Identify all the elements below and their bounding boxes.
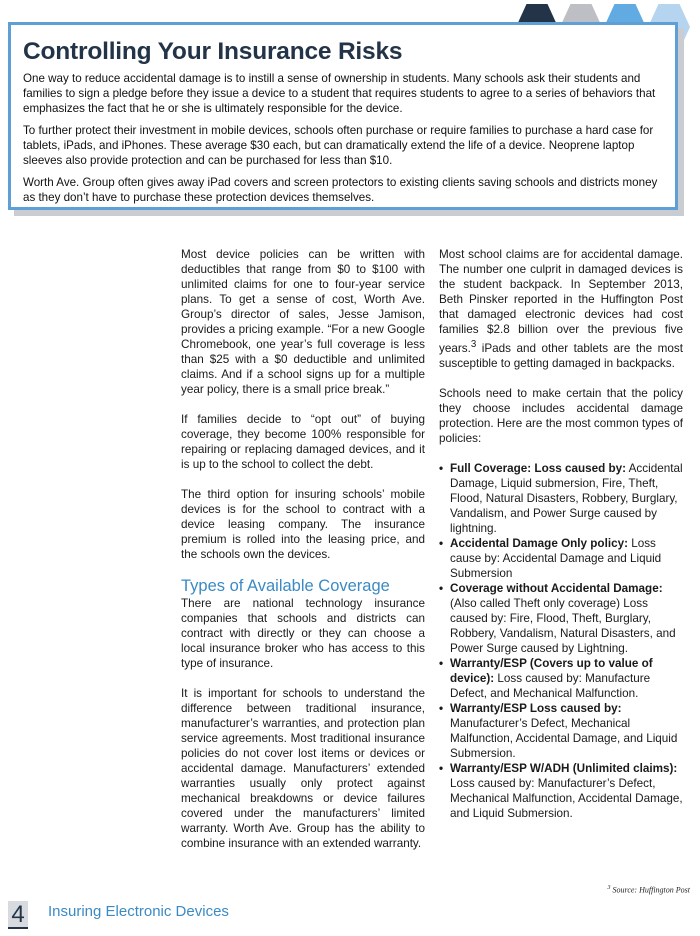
footnote-text: Source: Huffington Post bbox=[610, 885, 690, 895]
list-item-label: Warranty/ESP Loss caused by: bbox=[450, 701, 622, 715]
footnote-ref: 3 bbox=[470, 339, 477, 350]
list-item-text: Manufacturer’s Defect, Mechanical Malfunction, Accidental Damage, and Liquid Submersion. bbox=[450, 716, 678, 760]
left-column bbox=[181, 247, 425, 866]
policy-list bbox=[439, 461, 683, 821]
list-item-label: Coverage without Accidental Damage: bbox=[450, 581, 663, 595]
left-paragraph-2: If families decide to “opt out” of buying coverage, they become 100% responsible for repairing or replacing damaged devices, and it is up to the school to collect the debt. bbox=[181, 413, 425, 471]
list-item-text: Loss caused by: Manufacturer’s Defect, Mechanical Malfunction, Accidental Damage, and Liquid Submersion. bbox=[450, 776, 683, 820]
list-item bbox=[439, 656, 683, 701]
page-number: 4 bbox=[8, 901, 28, 929]
right-paragraph-1-end: iPads and other tablets are the most susceptible to getting damaged in backpacks. bbox=[439, 341, 683, 370]
list-item bbox=[439, 536, 683, 581]
footer-title: Insuring Electronic Devices bbox=[48, 903, 229, 920]
right-paragraph-2: Schools need to make certain that the policy they choose includes accidental damage protection. Here are the most common types of policies: bbox=[439, 386, 683, 445]
list-item-text: Accidental Damage, Liquid submersion, Fire, Theft, Flood, Natural Disasters, Robbery, Burglary, Vandalism, and Power Surge caused by lightning. bbox=[450, 461, 683, 535]
list-item-label: Warranty/ESP W/ADH (Unlimited claims): bbox=[450, 761, 678, 775]
left-paragraph-3: The third option for insuring schools’ mobile devices is for the school to contract with a device leasing company. The insurance premium is rolled into the leasing price, and the schools own the devices. bbox=[181, 488, 425, 561]
section-heading: Types of Available Coverage bbox=[181, 577, 390, 595]
list-item-label: Warranty/ESP (Covers up to value of device): bbox=[450, 656, 653, 685]
list-item-text: Loss cause by: Accidental Damage and Liquid Submersion bbox=[450, 536, 662, 580]
left-paragraph-5: It is important for schools to understand the difference between traditional insurance, manufacturer’s warranties, and protection plan service agreements. Most traditional insurance policies do not cover lost items or devices or accidental damage. Manufacturers’ extended warranties usually only protect against mechanical breakdowns or device failures covered under the manufacturers’ limited warranty. Worth Ave. Group has the ability to combine insurance with an extended warranty. bbox=[181, 687, 425, 850]
sidebar-paragraph-1: One way to reduce accidental damage is to instill a sense of ownership in students. Many schools ask their students and families to sign a pledge before they issue a device to a student that requires students to agree to a series of behaviors that emphasizes the fact that he or she is ultimately responsible for the device. bbox=[23, 72, 656, 115]
left-paragraph-1: Most device policies can be written with deductibles that range from $0 to $100 with unlimited claims for one to four-year service plans. To get a sense of cost, Worth Ave. Group’s director of sales, Jesse Jamison, provides a pricing example. “For a new Google Chromebook, one year’s full coverage is less than $25 with a $0 deductible and unlimited claims. And if a school signs up for a multiple year policy, there is a small price break.” bbox=[181, 248, 425, 396]
right-paragraph-1-text: Most school claims are for accidental damage. The number one culprit in damaged devices is the student backpack. In September 2013, Beth Pinsker reported in the Huffington Post that damaged electronic devices had cost families $2.8 billion over the previous five years. bbox=[439, 248, 683, 355]
sidebar-title: Controlling Your Insurance Risks bbox=[23, 38, 403, 65]
list-item bbox=[439, 701, 683, 761]
right-column bbox=[439, 247, 683, 821]
sidebar-box bbox=[8, 22, 678, 210]
footnote-number: 3 bbox=[607, 885, 611, 891]
sidebar-paragraph-2: To further protect their investment in mobile devices, schools often purchase or require families to purchase a hard case for tablets, iPads, and iPhones. These average $30 each, but can dramatically extend the life of a device. Neoprene laptop sleeves also provide protection and can be purchased for less than $10. bbox=[23, 124, 654, 167]
list-item-label: Full Coverage: Loss caused by: bbox=[450, 461, 627, 475]
list-item-text: Loss caused by: Manufacture Defect, and Mechanical Malfunction. bbox=[450, 671, 651, 700]
left-paragraph-4: There are national technology insurance companies that schools and districts can contract with directly or they can choose a local insurance broker who has access to this type of insurance. bbox=[181, 597, 425, 670]
list-item bbox=[439, 761, 683, 821]
right-paragraph-1 bbox=[439, 247, 683, 371]
sidebar-paragraph-3: Worth Ave. Group often gives away iPad covers and screen protectors to existing clients saving schools and districts money as they don’t have to purchase these protection devices themselves. bbox=[23, 176, 658, 204]
footnote bbox=[570, 885, 690, 895]
list-item bbox=[439, 581, 683, 656]
list-item-label: Accidental Damage Only policy: bbox=[450, 536, 628, 550]
list-item bbox=[439, 461, 683, 536]
list-item-text: (Also called Theft only coverage) Loss caused by: Fire, Flood, Theft, Burglary, Robbery, Vandalism, Natural Disasters, and Power Surge caused by Lightning. bbox=[450, 596, 676, 655]
